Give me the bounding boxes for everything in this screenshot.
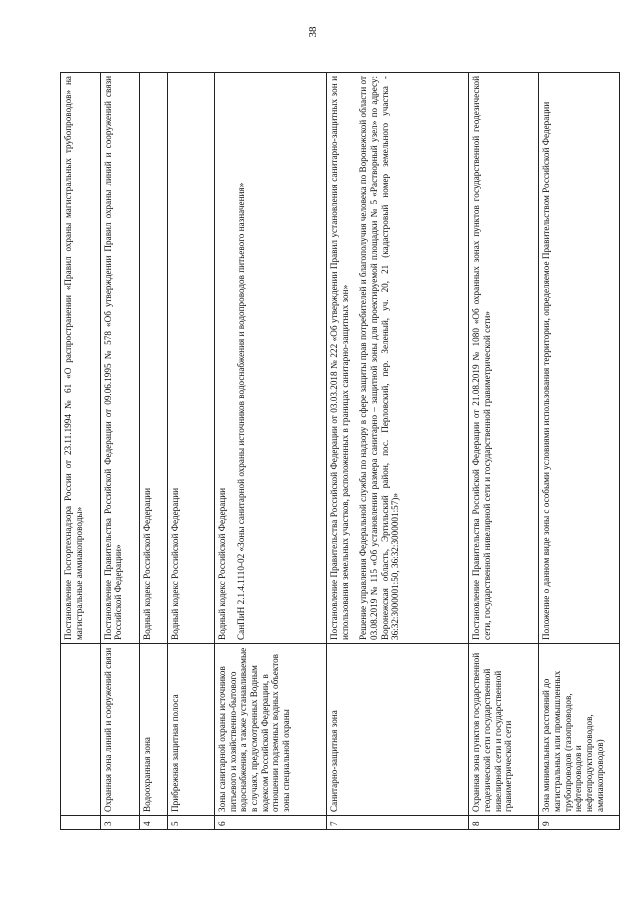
zone-name: Зоны санитарной охраны источников питьевого и хозяйственно-бытового водоснабжения, а также устанавливаемые в случаях, предусмотренных Водным кодексом Российской Федерации, в отношении подземных водных объектов зоны специальной охраны xyxy=(215,644,327,816)
table-row xyxy=(215,73,327,830)
legal-basis xyxy=(100,73,140,644)
zone-name: Зона минимальных расстояний до магистральных или промышленных трубопроводов (газопроводов, нефтепроводов и нефтепродуктопроводов, аммиакопроводов) xyxy=(539,644,620,816)
page-number: 38 xyxy=(307,26,319,38)
table-row xyxy=(100,73,140,830)
legal-basis xyxy=(61,73,101,644)
row-number: 6 xyxy=(215,816,327,830)
legal-basis xyxy=(539,73,620,644)
legal-basis-text: Водный кодекс Российской Федерации xyxy=(170,487,181,640)
row-number: 8 xyxy=(469,816,539,830)
zone-name xyxy=(61,644,101,816)
zone-name: Охранная зона линий и сооружений связи xyxy=(100,644,140,816)
legal-basis xyxy=(140,73,168,644)
zone-name: Санитарно-защитная зона xyxy=(327,644,469,816)
table-row xyxy=(168,73,215,830)
legal-basis-text: Постановление Правительства Российской Федерации от 21.08.2019 № 1080 «Об охранных зонах пунктов государственной геодезической сети, государственной нивелирной сети и государственной гравиметрической сети» xyxy=(471,76,493,640)
legal-basis-text: Постановление Правительства Российской Федерации от 03.03.2018 № 222 «Об утверждении Правил установления санитарно-защитных зон и использования земельных участков, расположенных в границах санитарно-защитных зон» xyxy=(329,76,350,640)
legal-basis-text: СанПиН 2.1.4.1110-02 «Зоны санитарной охраны источников водоснабжения и водопроводов питьевого назначения» xyxy=(235,182,246,640)
table-row xyxy=(469,73,539,830)
legal-basis-text: Положение о данном виде зоны с особыми условиями использования территории, определяемое Правительством Российской Федерации xyxy=(541,101,552,640)
zone-name: Водоохранная зона xyxy=(140,644,168,816)
zones-table-body xyxy=(61,73,620,830)
legal-basis xyxy=(215,73,327,644)
zones-table xyxy=(60,72,620,830)
table-row xyxy=(539,73,620,830)
legal-basis-text: Водный кодекс Российской Федерации xyxy=(217,487,228,640)
legal-basis-text: Постановление Правительства Российской Федерации от 09.06.1995 № 578 «Об утверждении Правил охраны линий и сооружений связи Российской Федерации» xyxy=(102,76,124,640)
row-number: 5 xyxy=(168,816,215,830)
zone-name: Прибрежная защитная полоса xyxy=(168,644,215,816)
legal-basis-text: Водный кодекс Российской Федерации xyxy=(142,487,153,640)
row-number: 4 xyxy=(140,816,168,830)
table-row xyxy=(61,73,101,830)
table-row xyxy=(327,73,469,830)
zone-name: Охранная зона пунктов государственной геодезической сети государственной нивелирной сети и государственной гравиметрической сети xyxy=(469,644,539,816)
row-number: 3 xyxy=(100,816,140,830)
legal-basis xyxy=(469,73,539,644)
row-number: 9 xyxy=(539,816,620,830)
legal-basis xyxy=(327,73,469,644)
legal-basis xyxy=(168,73,215,644)
row-number: 7 xyxy=(327,816,469,830)
legal-basis-text: Решение управления Федеральной службы по надзору в сфере защиты прав потребителей и благополучия человека по Воронежской области от 03.08.2019 № 115 «Об установлении размера санитарно – защитной зоны для проектируемой площадки № 5 «Растворный узел» по адресу: Воронежская область, Эртильский район, пос. Перловский, пер. Зеленый, уч. 20, 21 (кадастровый номер земельного участка - 36:32:3000001:50, 36:32:3000001:57)» xyxy=(358,76,401,640)
rotated-table-container xyxy=(60,72,620,830)
legal-basis-text: Постановление Госгортехнадзора России от 23.11.1994 № 61 «О распространении «Правил охраны магистральных трубопроводов» на магистральные аммиакопроводы» xyxy=(63,76,84,640)
table-row xyxy=(140,73,168,830)
row-number xyxy=(61,816,101,830)
